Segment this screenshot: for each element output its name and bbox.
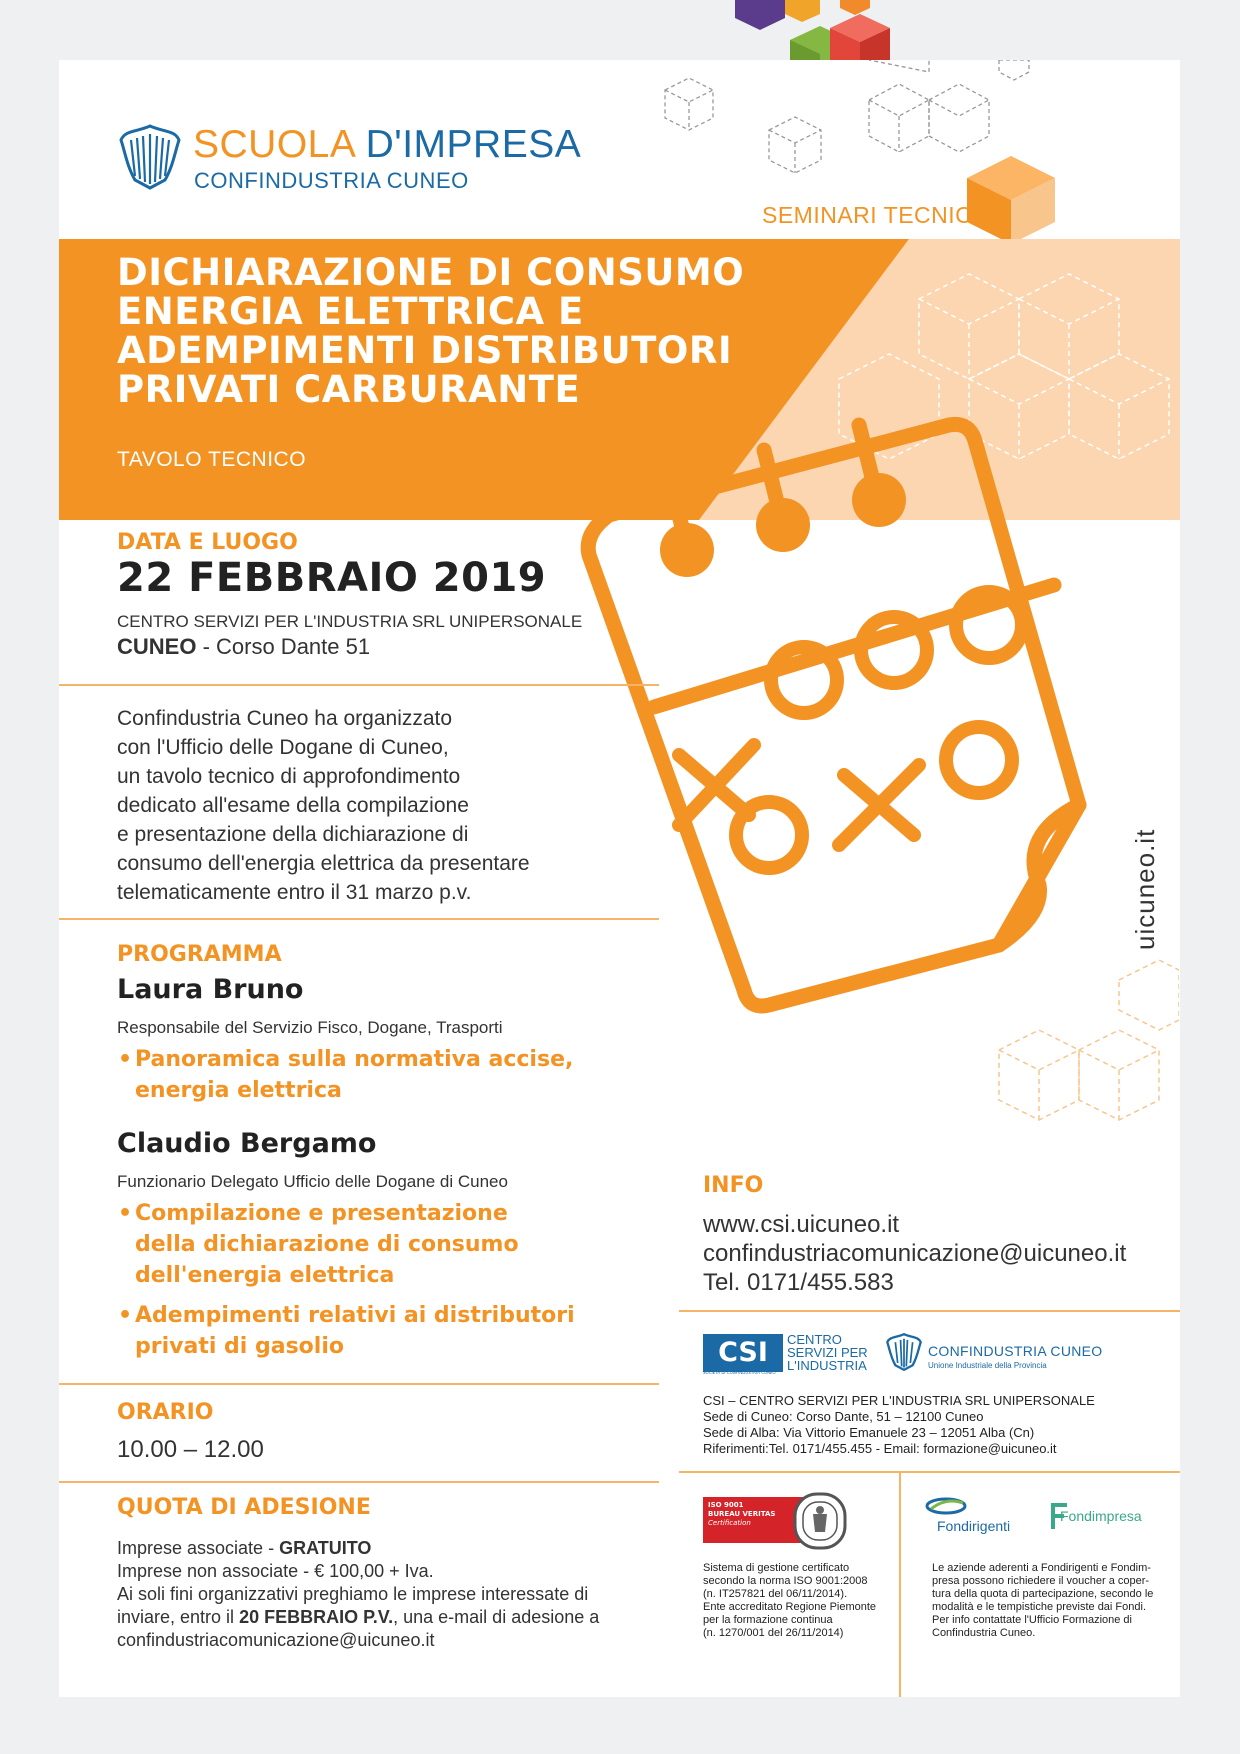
fondirigenti-logo-text: Fondirigenti [937,1518,1011,1534]
speaker-name: Laura Bruno [117,974,304,1005]
bureau-veritas-seal-icon [793,1492,847,1550]
intro-line: e presentazione della dichiarazione di [117,823,469,846]
bullet-icon: • [118,1047,133,1072]
intro-text [117,704,530,907]
funds-text: Le aziende aderenti a Fondirigenti e Fondim- presa possono richiedere il voucher a coper- tura della quota di partecipazione, secondo le modalità e le tempistiche previste dai Fondi. Per info contattate l'Ufficio Formazione di Confindustria Cuneo. [932,1562,1154,1639]
divider [59,1383,659,1385]
schedule-time: 10.00 – 12.00 [117,1436,264,1463]
topic-line: Adempimenti relativi ai distributori [135,1303,575,1328]
csi-logo-subtitle: SOCIETÀ DI CONFINDUSTRIA CUNEO [703,1370,776,1375]
fee-details [117,1537,599,1652]
fee-note: Ai soli fini organizzativi preghiamo le imprese interessate di [117,1584,589,1604]
divider [59,684,659,686]
intro-line: Confindustria Cuneo ha organizzato [117,707,453,730]
intro-line: un tavolo tecnico di approfondimento [117,765,461,788]
page [59,60,1180,1697]
info-block [703,1210,1126,1297]
program-topic [118,1044,574,1106]
confindustria-logo-text: CONFINDUSTRIA CUNEO [928,1343,1103,1359]
csi-logo-text: CENTRO SERVIZI PER L'INDUSTRIA [787,1332,868,1373]
divider [679,1310,1180,1312]
csi-info: CSI – CENTRO SERVIZI PER L'INDUSTRIA SRL UNIPERSONALE Sede di Cuneo: Corso Dante, 51 – 12100 Cuneo Sede di Alba: Via Vittorio Emanuele 23 – 12051 Alba (Cn) Riferimenti:Tel. 0171/455.455 - Email: formazione@uicuneo.it [703,1393,1095,1456]
vertical-divider [899,1472,901,1697]
schedule-heading: ORARIO [117,1400,214,1425]
info-heading: INFO [703,1173,764,1198]
iso-certification-badge: ISO 9001 BUREAU VERITAS Certification [703,1497,831,1543]
intro-line: consumo dell'energia elettrica da presentare [117,852,530,875]
topic-line: dell'energia elettrica [135,1263,395,1288]
title-line: ENERGIA ELETTRICA E [117,290,584,333]
program-heading: PROGRAMMA [117,942,282,967]
program-topic [118,1300,575,1362]
intro-line: con l'Ufficio delle Dogane di Cuneo, [117,736,449,759]
deadline: 20 FEBBRAIO P.V. [239,1607,394,1627]
divider [59,1481,659,1483]
scuola-impresa-logo-icon [117,122,183,192]
logo-title: SCUOLA D'IMPRESA [193,123,582,166]
speaker-name: Claudio Bergamo [117,1128,377,1159]
category-label: SEMINARI TECNICI [762,202,980,228]
info-phone: Tel. 0171/455.583 [703,1269,894,1296]
program-topic [118,1198,519,1291]
confindustria-logo-icon [885,1331,923,1373]
fee-associates: Imprese associate - GRATUITO [117,1538,372,1558]
info-email-link[interactable]: confindustriacomunicazione@uicuneo.it [703,1240,1127,1267]
side-url: uicuneo.it [1130,828,1160,950]
divider [59,918,659,920]
fee-heading: QUOTA DI ADESIONE [117,1495,371,1520]
event-venue: CENTRO SERVIZI PER L'INDUSTRIA SRL UNIPERSONALE [117,612,583,631]
fondirigenti-logo-icon [925,1495,967,1517]
fondimpresa-logo-text: Fondimpresa [1060,1508,1142,1524]
fee-free-label: GRATUITO [279,1538,372,1558]
event-date: 22 FEBBRAIO 2019 [117,555,547,601]
divider [679,1471,1180,1473]
fee-non-associates: Imprese non associate - € 100,00 + Iva. [117,1561,434,1581]
topic-line: privati di gasolio [135,1334,344,1359]
topic-line: energia elettrica [135,1078,342,1103]
fee-note: inviare, entro il 20 FEBBRAIO P.V., una e-mail di adesione a [117,1607,600,1627]
csi-info-title: CSI – CENTRO SERVIZI PER L'INDUSTRIA SRL UNIPERSONALE [703,1393,1095,1408]
topic-line: della dichiarazione di consumo [135,1232,519,1257]
bullet-icon: • [118,1201,133,1226]
csi-logo [703,1334,871,1374]
csi-logo-mark: CSI [703,1334,783,1372]
speaker-role: Responsabile del Servizio Fisco, Dogane, Trasporti [117,1018,503,1037]
bullet-icon: • [118,1303,133,1328]
info-website-link[interactable]: www.csi.uicuneo.it [703,1211,900,1238]
title-line: DICHIARAZIONE DI CONSUMO [117,251,745,294]
event-subtitle: TAVOLO TECNICO [117,448,307,471]
topic-line: Panoramica sulla normativa accise, [135,1047,574,1072]
event-address [117,634,370,660]
speaker-role: Funzionario Delegato Ufficio delle Dogane di Cuneo [117,1172,508,1191]
intro-line: dedicato all'esame della compilazione [117,794,469,817]
fee-email[interactable]: confindustriacomunicazione@uicuneo.it [117,1630,435,1650]
title-line: PRIVATI CARBURANTE [117,368,581,411]
logo-subtitle: CONFINDUSTRIA CUNEO [194,168,469,193]
confindustria-logo-subtitle: Unione Industriale della Provincia [928,1361,1047,1370]
intro-line: telematicamente entro il 31 marzo p.v. [117,881,472,904]
certification-text: Sistema di gestione certificato secondo la norma ISO 9001:2008 (n. IT257821 del 06/11/2014). Ente accreditato Regione Piemonte per la formazione continua (n. 1270/001 del 26/11/2014) [703,1562,877,1639]
event-city: CUNEO [117,634,197,659]
topic-line: Compilazione e presentazione [135,1201,508,1226]
date-place-heading: DATA E LUOGO [117,530,298,555]
event-street: - Corso Dante 51 [196,634,371,659]
title-line: ADEMPIMENTI DISTRIBUTORI [117,329,733,372]
